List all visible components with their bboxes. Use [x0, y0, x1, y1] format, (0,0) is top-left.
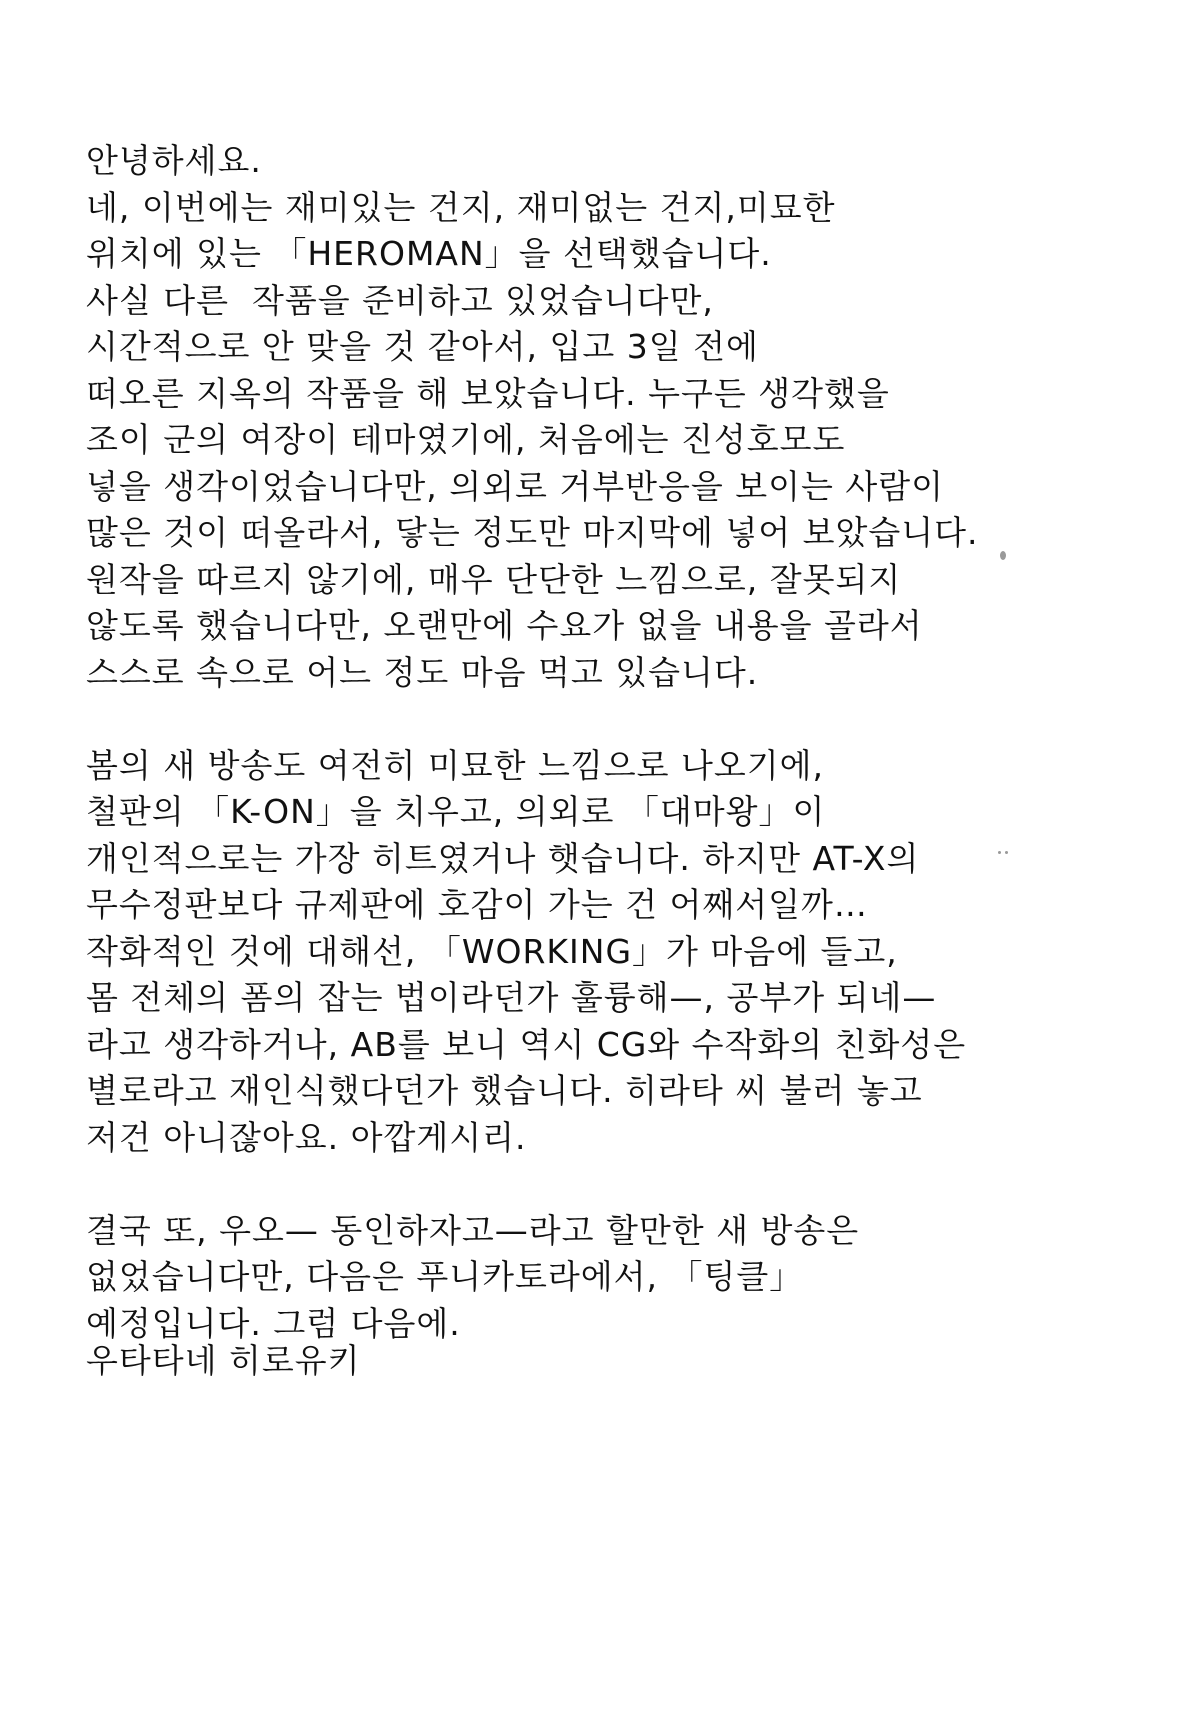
text-line: 조이 군의 여장이 테마였기에, 처음에는 진성호모도: [86, 420, 846, 459]
scan-speck: [1000, 551, 1006, 560]
text-line: 무수정판보다 규제판에 호감이 가는 건 어째서일까…: [86, 885, 868, 924]
text-line: 예정입니다. 그럼 다음에.: [86, 1303, 461, 1343]
text-line: 철판의 「K-ON」을 치우고, 의외로 「대마왕」이: [86, 792, 826, 831]
text-line: 원작을 따르지 않기에, 매우 단단한 느낌으로, 잘못되지: [86, 559, 902, 599]
text-line: 사실 다른 작품을 준비하고 있었습니다만,: [86, 280, 714, 320]
text-line: 봄의 새 방송도 여전히 미묘한 느낌으로 나오기에,: [86, 745, 824, 785]
text-line: 개인적으로는 가장 히트였거나 햇습니다. 하지만 AT-X의: [86, 838, 920, 878]
text-line: 몸 전체의 폼의 잡는 법이라던가 훌륭해—, 공부가 되네—: [86, 978, 937, 1017]
text-line: 라고 생각하거나, AB를 보니 역시 CG와 수작화의 친화성은: [86, 1024, 967, 1064]
text-line: 시간적으로 안 맞을 것 같아서, 입고 3일 전에: [86, 327, 759, 366]
text-line: 없었습니다만, 다음은 푸니카토라에서, 「팅클」: [86, 1257, 804, 1296]
text-line: 위치에 있는 「HEROMAN」을 선택했습니다.: [86, 234, 772, 273]
afterword-text: [86, 138, 1126, 1347]
author-signature: 우타타네 히로유키: [86, 1341, 361, 1380]
text-line: 넣을 생각이었습니다만, 의외로 거부반응을 보이는 사람이: [86, 466, 945, 506]
text-line: 않도록 했습니다만, 오랜만에 수요가 없을 내용을 골라서: [86, 606, 923, 645]
text-line: 많은 것이 떠올라서, 닿는 정도만 마지막에 넣어 보았습니다.: [86, 513, 979, 552]
text-line: 저건 아니잖아요. 아깝게시리.: [86, 1117, 527, 1157]
scan-speck: [998, 851, 1001, 854]
paragraph-gap: [86, 1161, 1126, 1208]
text-line: 스스로 속으로 어느 정도 마음 먹고 있습니다.: [86, 652, 759, 692]
text-line: 별로라고 재인식했다던가 했습니다. 히라타 씨 불러 놓고: [86, 1071, 923, 1110]
text-line: 작화적인 것에 대해선, 「WORKING」가 마음에 들고,: [86, 931, 898, 971]
text-line: 안녕하세요.: [86, 141, 262, 180]
scan-speck: [1005, 851, 1008, 854]
text-line: 떠오른 지옥의 작품을 해 보았습니다. 누구든 생각했을: [86, 373, 890, 413]
text-line: 결국 또, 우오— 동인하자고—라고 할만한 새 방송은: [86, 1210, 860, 1250]
text-line: 네, 이번에는 재미있는 건지, 재미없는 건지,미묘한: [86, 187, 836, 227]
paragraph-gap: [86, 696, 1126, 743]
